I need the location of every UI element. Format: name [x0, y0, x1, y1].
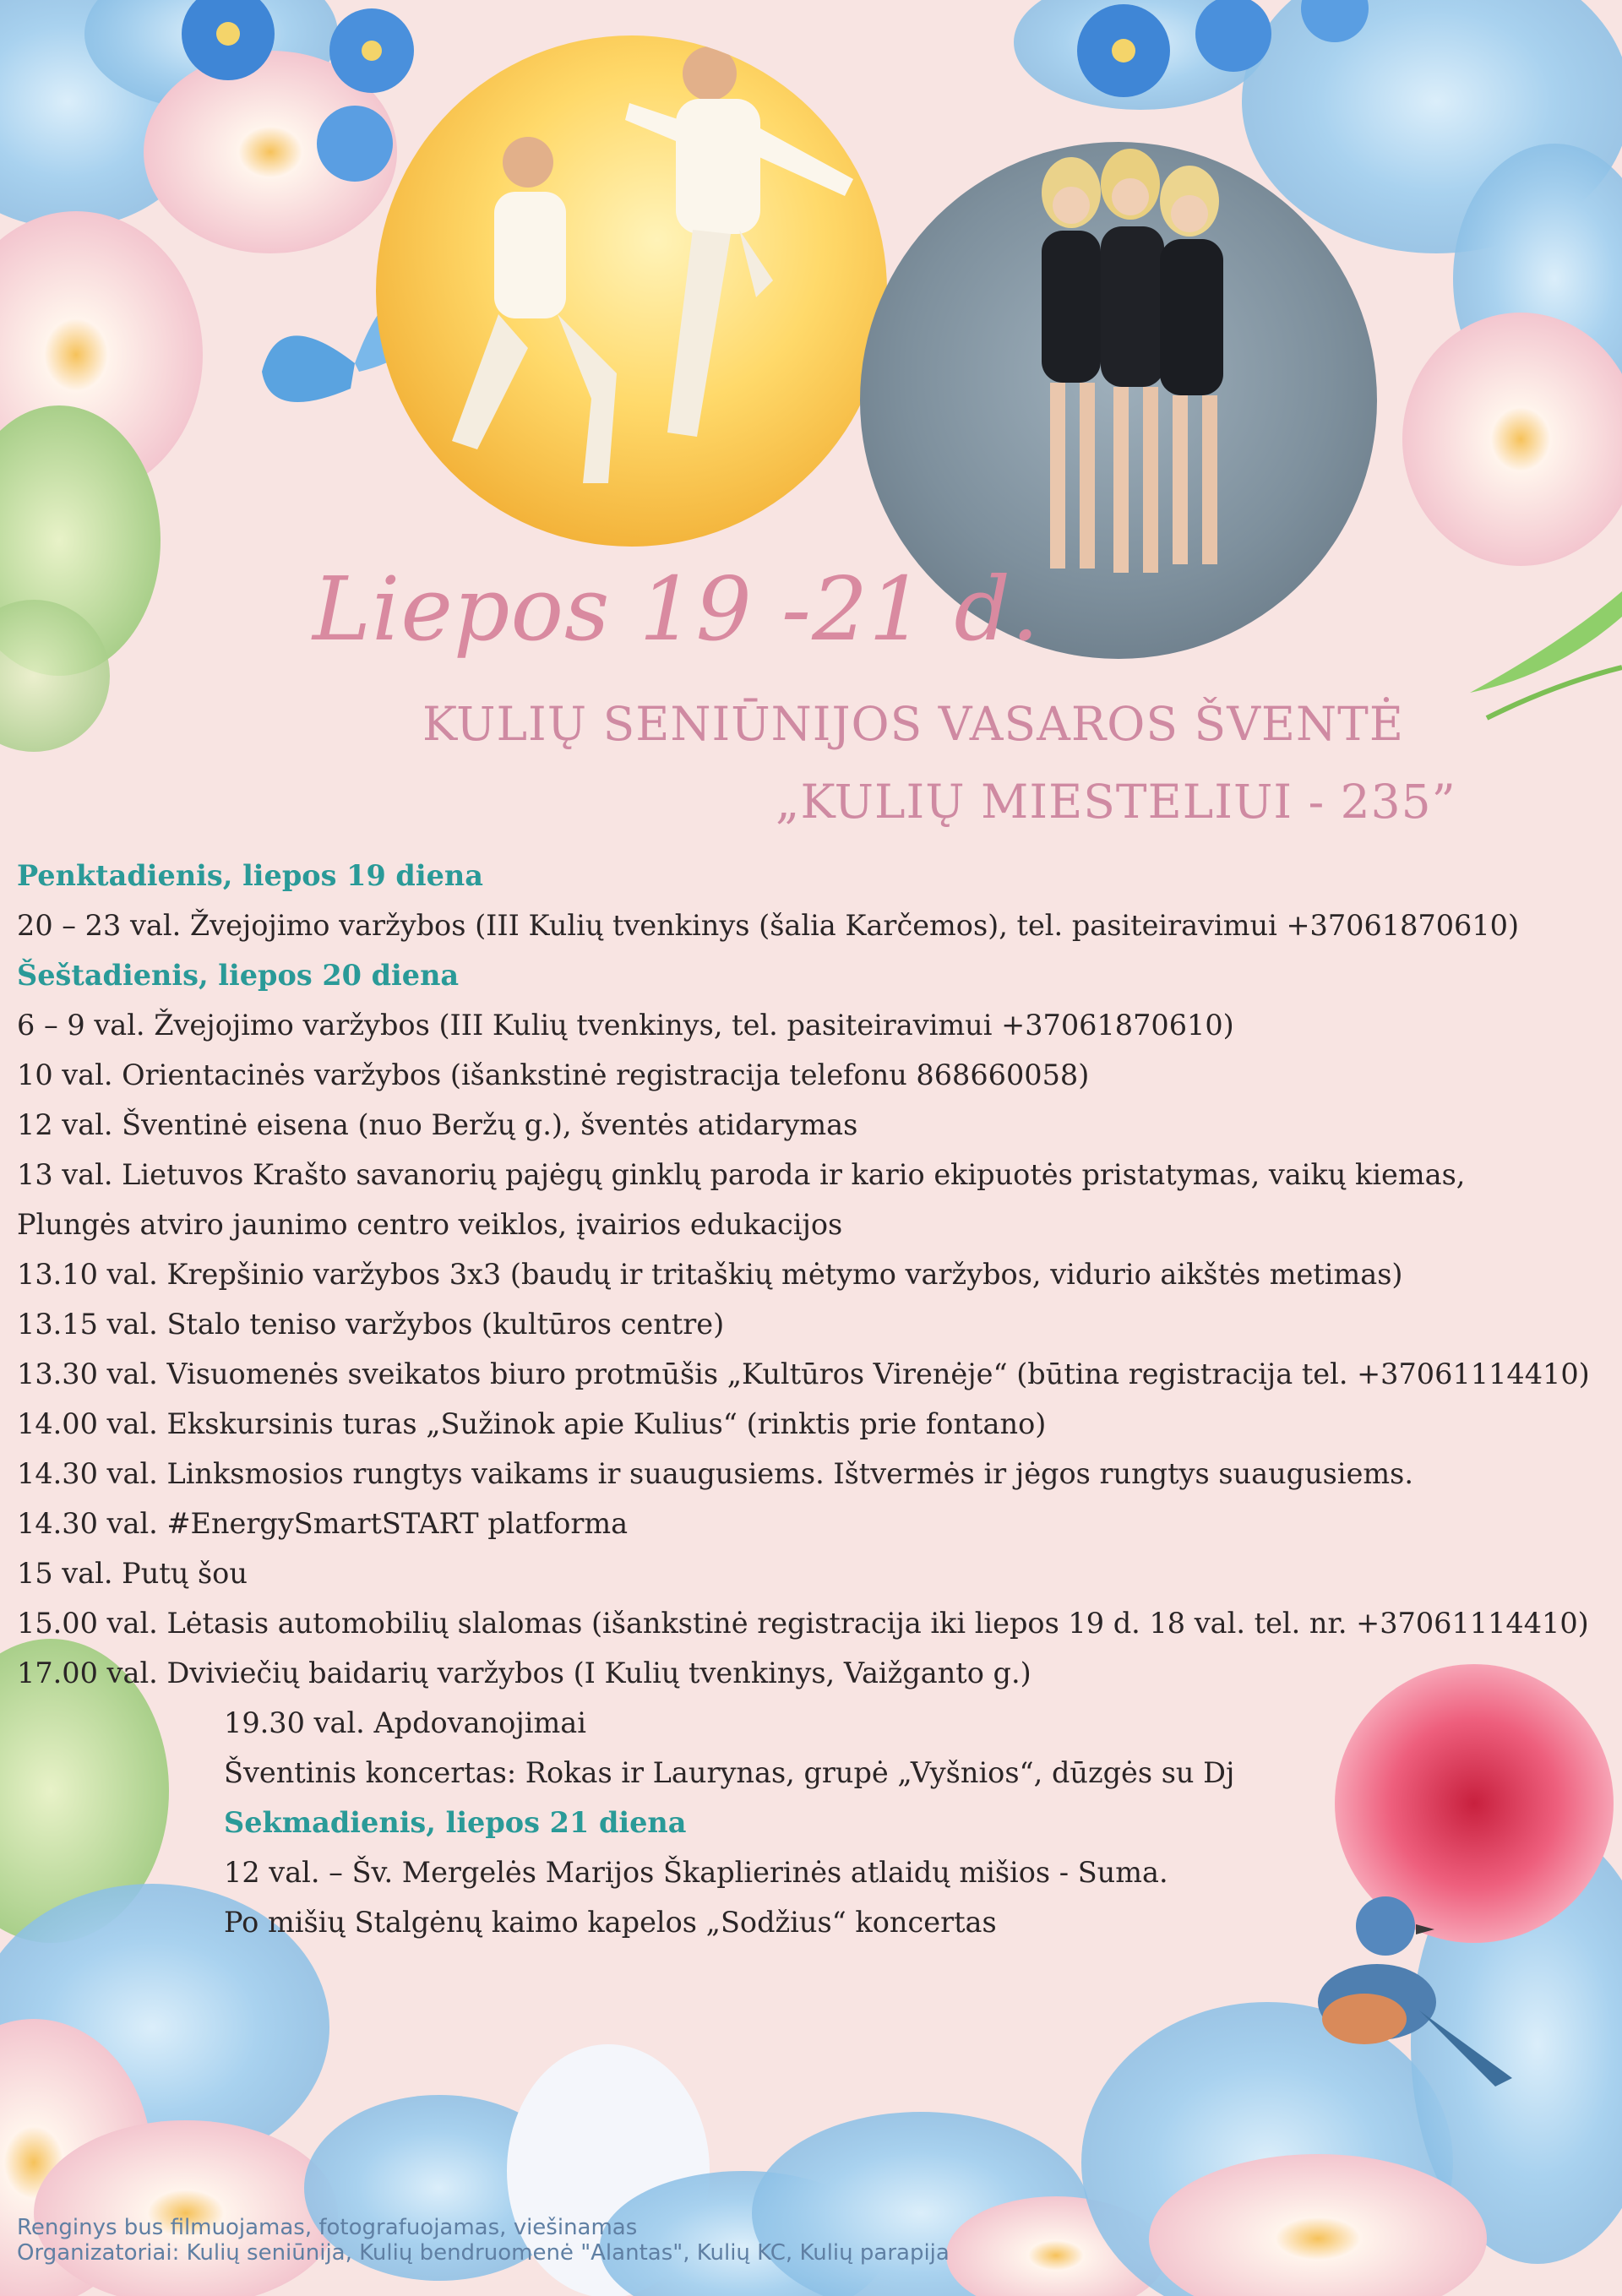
footer-organizers: Organizatoriai: Kulių seniūnija, Kulių bendruomenė "Alantas", Kulių KC, Kulių parapija	[17, 2240, 950, 2266]
schedule-item: 12 val. Šventinė eisena (nuo Beržų g.), šventės atidarymas	[17, 1108, 858, 1141]
schedule-item: 13.15 val. Stalo teniso varžybos (kultūros centre)	[17, 1308, 725, 1341]
schedule-item: Plungės atviro jaunimo centro veiklos, įvairios edukacijos	[17, 1208, 843, 1241]
schedule-item: 15.00 val. Lėtasis automobilių slalomas (išankstinė registracija iki liepos 19 d. 18 val. tel. nr. +37061114410)	[17, 1607, 1589, 1640]
day-heading: Sekmadienis, liepos 21 diena	[224, 1806, 687, 1839]
schedule-item: 12 val. – Šv. Mergelės Marijos Škaplierinės atlaidų mišios - Suma.	[224, 1856, 1168, 1889]
schedule-item: 13 val. Lietuvos Krašto savanorių pajėgų ginklų paroda ir kario ekipuotės pristatymas, vaikų kiemas,	[17, 1158, 1466, 1191]
schedule-item: 14.30 val. Linksmosios rungtys vaikams ir suaugusiems. Ištvermės ir jėgos rungtys suaugusiems.	[17, 1457, 1413, 1490]
footer-info	[17, 2215, 950, 2266]
schedule-item: 10 val. Orientacinės varžybos (išankstinė registracija telefonu 868660058)	[17, 1058, 1090, 1091]
event-title: KULIŲ SENIŪNIJOS VASAROS ŠVENTĖ	[422, 697, 1405, 751]
schedule-item: 14.30 val. #EnergySmartSTART platforma	[17, 1507, 629, 1540]
schedule-item: Šventinis koncertas: Rokas ir Laurynas, grupė „Vyšnios“, dūzgės su Dj	[224, 1756, 1235, 1789]
schedule-item: 6 – 9 val. Žvejojimo varžybos (III Kulių tvenkinys, tel. pasiteiravimui +37061870610)	[17, 1009, 1234, 1042]
schedule-item: 15 val. Putų šou	[17, 1557, 248, 1590]
footer-recording-notice: Renginys bus filmuojamas, fotografuojamas, viešinamas	[17, 2215, 638, 2240]
schedule-item: 20 – 23 val. Žvejojimo varžybos (III Kulių tvenkinys (šalia Karčemos), tel. pasiteiravimui +37061870610)	[17, 909, 1520, 942]
day-heading: Šeštadienis, liepos 20 diena	[17, 959, 460, 992]
schedule-item: 17.00 val. Dviviečių baidarių varžybos (I Kulių tvenkinys, Vaižganto g.)	[17, 1657, 1031, 1689]
schedule-item: 14.00 val. Ekskursinis turas „Sužinok apie Kulius“ (rinktis prie fontano)	[17, 1407, 1047, 1440]
event-date: Liepos 19 -21 d.	[313, 558, 1041, 661]
schedule-item: 19.30 val. Apdovanojimai	[224, 1706, 586, 1739]
day-heading: Penktadienis, liepos 19 diena	[17, 859, 483, 892]
performers-duo-photo	[376, 35, 887, 547]
schedule-item: Po mišių Stalgėnų kaimo kapelos „Sodžius“ koncertas	[224, 1906, 997, 1939]
event-schedule	[17, 851, 1618, 1947]
schedule-item: 13.10 val. Krepšinio varžybos 3x3 (baudų ir tritaškių mėtymo varžybos, vidurio aikštės metimas)	[17, 1258, 1403, 1291]
event-subtitle: „KULIŲ MIESTELIUI - 235”	[776, 775, 1456, 829]
schedule-item: 13.30 val. Visuomenės sveikatos biuro protmūšis „Kultūros Virenėje“ (būtina registracija tel. +37061114410)	[17, 1357, 1590, 1390]
